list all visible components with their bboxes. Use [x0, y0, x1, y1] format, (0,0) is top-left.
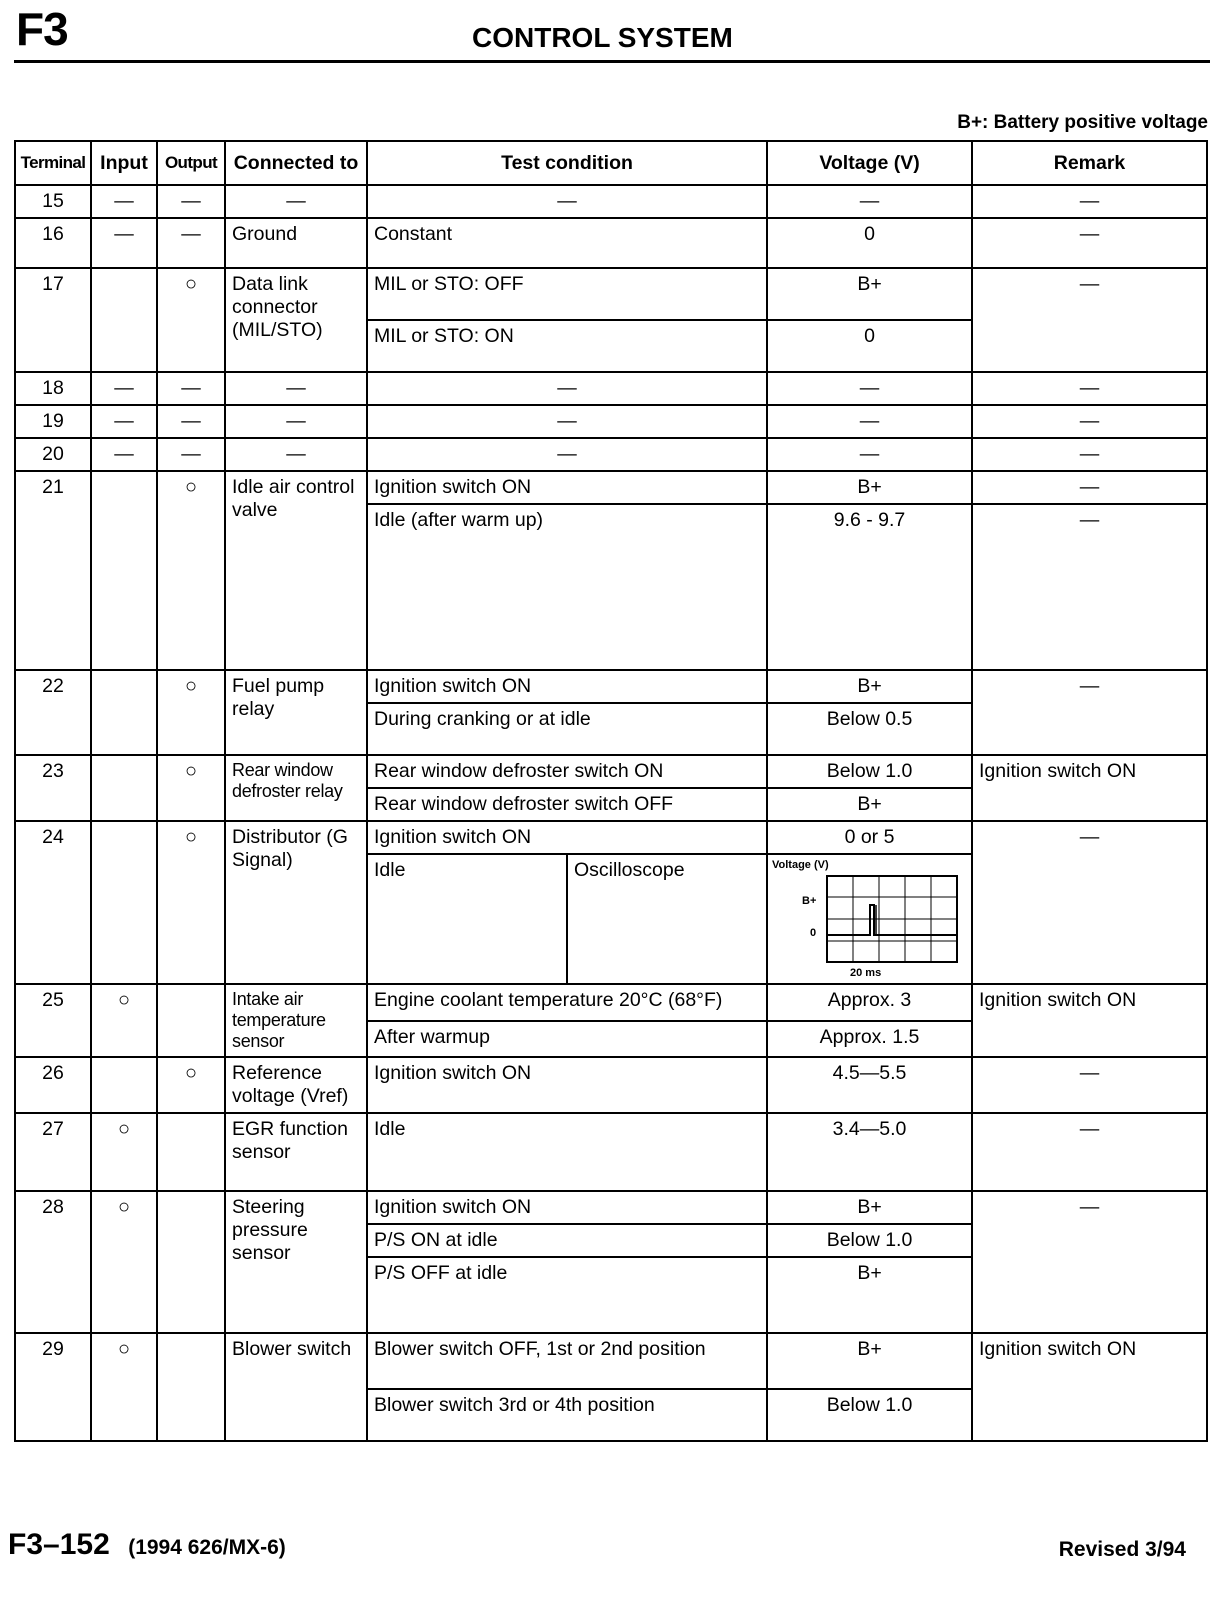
remark-cell: — [972, 268, 1207, 372]
condition-cell: Idle [367, 1113, 767, 1191]
col-connected: Connected to [225, 141, 367, 185]
voltage-cell: 0 [767, 320, 972, 372]
input-cell: — [91, 218, 157, 268]
condition-cell: Blower switch 3rd or 4th position [367, 1389, 767, 1441]
voltage-cell: Approx. 1.5 [767, 1021, 972, 1058]
condition-cell: Ignition switch ON [367, 1057, 767, 1113]
remark-cell: — [972, 670, 1207, 755]
scope-bplus-label: B+ [802, 895, 817, 907]
output-cell [157, 1333, 225, 1441]
remark-cell: — [972, 438, 1207, 471]
header-row [15, 141, 1207, 185]
output-cell: — [157, 218, 225, 268]
condition-cell: During cranking or at idle [367, 703, 767, 755]
condition-cell: Blower switch OFF, 1st or 2nd position [367, 1333, 767, 1389]
voltage-cell: — [767, 405, 972, 438]
battery-note: B+: Battery positive voltage [957, 112, 1208, 133]
connected-cell: EGR function sensor [225, 1113, 367, 1191]
connected-cell: Idle air control valve [225, 471, 367, 670]
terminal-number: 17 [15, 268, 91, 372]
table-row [15, 438, 1207, 471]
header-rule [14, 60, 1210, 63]
scope-zero-label: 0 [810, 927, 817, 939]
output-cell [157, 821, 225, 984]
output-cell: — [157, 438, 225, 471]
connected-cell: Reference voltage (Vref) [225, 1057, 367, 1113]
input-cell [91, 268, 157, 372]
table-row [15, 1333, 1207, 1389]
terminal-number: 22 [15, 670, 91, 755]
table-row [15, 984, 1207, 1021]
input-cell [91, 670, 157, 755]
output-cell [157, 1191, 225, 1333]
connected-cell: Steering pressure sensor [225, 1191, 367, 1333]
remark-cell: Ignition switch ON [972, 1333, 1207, 1441]
output-cell: — [157, 185, 225, 218]
model-label: (1994 626/MX-6) [128, 1536, 286, 1559]
terminal-number: 20 [15, 438, 91, 471]
remark-cell: — [972, 1057, 1207, 1113]
connected-cell: Rear window defroster relay [225, 755, 367, 821]
input-cell: — [91, 185, 157, 218]
terminal-number: 16 [15, 218, 91, 268]
voltage-cell: 3.4—5.0 [767, 1113, 972, 1191]
output-cell [157, 1057, 225, 1113]
terminal-number: 28 [15, 1191, 91, 1333]
voltage-cell: Below 0.5 [767, 703, 972, 755]
input-circle-icon: ○ [117, 1118, 131, 1140]
input-cell [91, 755, 157, 821]
voltage-cell: B+ [767, 1191, 972, 1224]
voltage-cell: B+ [767, 788, 972, 821]
voltage-cell: B+ [767, 1257, 972, 1333]
output-cell [157, 1113, 225, 1191]
condition-cell: Ignition switch ON [367, 471, 767, 504]
output-circle-icon: ○ [184, 826, 198, 848]
condition-cell: Rear window defroster switch ON [367, 755, 767, 788]
condition-cell: Constant [367, 218, 767, 268]
voltage-cell: 0 or 5 [767, 821, 972, 854]
col-output: Output [157, 141, 225, 185]
remark-cell: Ignition switch ON [972, 984, 1207, 1057]
terminal-number: 19 [15, 405, 91, 438]
voltage-cell: B+ [767, 471, 972, 504]
input-cell: — [91, 405, 157, 438]
condition-cell: — [367, 438, 767, 471]
input-cell [91, 1057, 157, 1113]
voltage-cell: Below 1.0 [767, 755, 972, 788]
input-cell [91, 984, 157, 1057]
connected-cell: Distributor (G Signal) [225, 821, 367, 984]
col-terminal: Terminal [15, 141, 91, 185]
condition-cell: P/S ON at idle [367, 1224, 767, 1257]
voltage-cell: — [767, 438, 972, 471]
input-cell: — [91, 438, 157, 471]
input-cell [91, 1113, 157, 1191]
input-cell: — [91, 372, 157, 405]
voltage-cell: B+ [767, 670, 972, 703]
output-cell: — [157, 405, 225, 438]
section-id: F3 [16, 3, 68, 55]
output-circle-icon: ○ [184, 760, 198, 782]
condition-cell: — [367, 372, 767, 405]
table-row [15, 755, 1207, 788]
remark-cell: Ignition switch ON [972, 755, 1207, 821]
signal-trace [827, 905, 957, 935]
oscilloscope-waveform [767, 854, 972, 984]
terminal-number: 29 [15, 1333, 91, 1441]
remark-cell: — [972, 405, 1207, 438]
input-circle-icon: ○ [117, 1338, 131, 1360]
output-circle-icon: ○ [184, 476, 198, 498]
input-circle-icon: ○ [117, 1196, 131, 1218]
input-cell [91, 471, 157, 670]
table-row [15, 670, 1207, 703]
remark-cell: — [972, 821, 1207, 984]
terminal-number: 25 [15, 984, 91, 1057]
terminal-number: 15 [15, 185, 91, 218]
remark-cell: — [972, 185, 1207, 218]
connected-cell: — [225, 372, 367, 405]
table-row [15, 218, 1207, 268]
connected-cell: Ground [225, 218, 367, 268]
output-cell: — [157, 372, 225, 405]
table-row [15, 372, 1207, 405]
output-cell [157, 755, 225, 821]
output-circle-icon: ○ [184, 273, 198, 295]
table-row [15, 1113, 1207, 1191]
input-circle-icon: ○ [117, 989, 131, 1011]
voltage-cell: Below 1.0 [767, 1224, 972, 1257]
col-input: Input [91, 141, 157, 185]
condition-cell: MIL or STO: ON [367, 320, 767, 372]
condition-cell: MIL or STO: OFF [367, 268, 767, 320]
output-cell [157, 268, 225, 372]
condition-idle-cell: Idle [367, 854, 567, 984]
voltage-cell: B+ [767, 1333, 972, 1389]
condition-cell: Rear window defroster switch OFF [367, 788, 767, 821]
terminal-number: 23 [15, 755, 91, 821]
table-row [15, 821, 1207, 854]
terminal-number: 21 [15, 471, 91, 670]
condition-cell: P/S OFF at idle [367, 1257, 767, 1333]
remark-cell: — [972, 372, 1207, 405]
condition-cell: — [367, 185, 767, 218]
connected-cell: Fuel pump relay [225, 670, 367, 755]
voltage-cell: 4.5—5.5 [767, 1057, 972, 1113]
table-row [15, 405, 1207, 438]
remark-cell: — [972, 218, 1207, 268]
page-title: CONTROL SYSTEM [472, 22, 733, 53]
table-row [15, 471, 1207, 504]
terminal-number: 24 [15, 821, 91, 984]
terminal-number: 27 [15, 1113, 91, 1191]
voltage-cell: 0 [767, 218, 972, 268]
col-voltage: Voltage (V) [767, 141, 972, 185]
output-circle-icon: ○ [184, 1062, 198, 1084]
table-row [15, 268, 1207, 320]
page-number: F3–152 [8, 1528, 110, 1561]
footer-left [8, 1528, 286, 1562]
table-row [15, 1057, 1207, 1113]
condition-cell: Ignition switch ON [367, 1191, 767, 1224]
remark-cell: — [972, 471, 1207, 504]
output-cell [157, 984, 225, 1057]
scope-x-label: 20 ms [850, 967, 882, 979]
remark-cell: — [972, 504, 1207, 670]
output-cell [157, 471, 225, 670]
connected-cell: Intake air temperature sensor [225, 984, 367, 1057]
input-cell [91, 1191, 157, 1333]
connected-cell: Data link connector (MIL/STO) [225, 268, 367, 372]
connected-cell: Blower switch [225, 1333, 367, 1441]
condition-oscilloscope-cell: Oscilloscope [567, 854, 767, 984]
col-condition: Test condition [367, 141, 767, 185]
terminal-number: 18 [15, 372, 91, 405]
connected-cell: — [225, 438, 367, 471]
voltage-cell: 9.6 - 9.7 [767, 504, 972, 670]
terminal-number: 26 [15, 1057, 91, 1113]
input-cell [91, 821, 157, 984]
condition-cell: After warmup [367, 1021, 767, 1058]
condition-cell: — [367, 405, 767, 438]
voltage-cell: Below 1.0 [767, 1389, 972, 1441]
condition-cell: Idle (after warm up) [367, 504, 767, 670]
revision-label: Revised 3/94 [1058, 1538, 1186, 1561]
terminal-spec-table [14, 140, 1208, 1442]
oscilloscope-grid [826, 875, 958, 965]
input-cell [91, 1333, 157, 1441]
scope-y-label: Voltage (V) [772, 859, 829, 871]
voltage-cell: — [767, 185, 972, 218]
condition-cell: Ignition switch ON [367, 821, 767, 854]
remark-cell: — [972, 1113, 1207, 1191]
output-circle-icon: ○ [184, 675, 198, 697]
condition-cell: Engine coolant temperature 20°C (68°F) [367, 984, 767, 1021]
voltage-cell: Approx. 3 [767, 984, 972, 1021]
voltage-cell: — [767, 372, 972, 405]
table-row [15, 185, 1207, 218]
condition-cell: Ignition switch ON [367, 670, 767, 703]
voltage-cell: B+ [767, 268, 972, 320]
connected-cell: — [225, 185, 367, 218]
output-cell [157, 670, 225, 755]
table-row [15, 1191, 1207, 1224]
remark-cell: — [972, 1191, 1207, 1333]
col-remark: Remark [972, 141, 1207, 185]
connected-cell: — [225, 405, 367, 438]
